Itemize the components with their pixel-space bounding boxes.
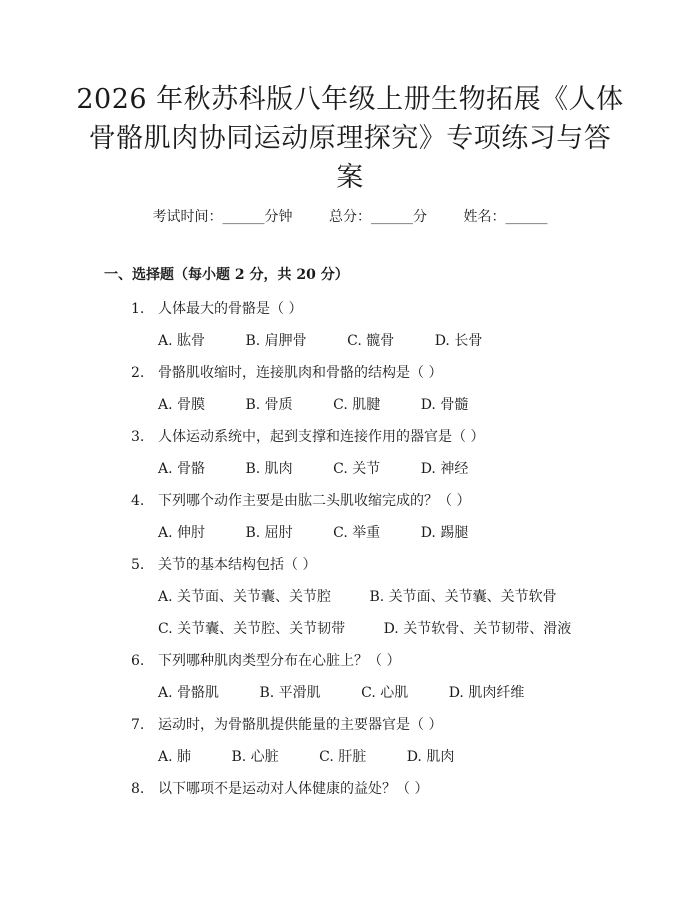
option-c: C. 肝脏 (319, 749, 367, 765)
option-c: C. 关节囊、关节腔、关节韧带 (158, 621, 346, 637)
question-text: 下列哪个动作主要是由肱二头肌收缩完成的？（ ） (158, 493, 471, 509)
option-b: B. 心脏 (231, 749, 279, 765)
option-d: D. 肌肉纤维 (448, 685, 525, 701)
question-number: 5. (131, 557, 145, 573)
option-c: C. 肌腱 (333, 397, 381, 413)
student-name-field: 姓名：______ (463, 209, 548, 225)
question-stem (131, 426, 484, 446)
option-a: A. 肱骨 (158, 333, 206, 349)
question-stem (131, 778, 428, 798)
option-c: C. 心肌 (361, 685, 409, 701)
title-line: 案 (336, 162, 364, 193)
option-b: B. 肌肉 (245, 461, 293, 477)
option-row (158, 458, 504, 478)
question-text: 骨骼肌收缩时，连接肌肉和骨骼的结构是（ ） (158, 365, 443, 381)
question-text: 关节的基本结构包括（ ） (158, 557, 317, 573)
title-line: 2026 年秋苏科版八年级上册生物拓展《人体 (76, 84, 624, 115)
option-b: B. 屈肘 (245, 525, 293, 541)
option-d: D. 长骨 (434, 333, 483, 349)
option-a: A. 肺 (158, 749, 192, 765)
question-stem (131, 298, 302, 318)
option-row (158, 746, 490, 766)
question-number: 2. (131, 365, 145, 381)
question-number: 6. (131, 653, 145, 669)
title-line: 骨骼肌肉协同运动原理探究》专项练习与答 (88, 123, 612, 154)
question-text: 下列哪种肌肉类型分布在心脏上？（ ） (158, 653, 401, 669)
question-number: 1. (131, 301, 145, 317)
section-heading: 一、选择题（每小题 2 分，共 20 分） (104, 267, 349, 283)
option-d: D. 踢腿 (420, 525, 469, 541)
total-score-field: 总分：______分 (329, 209, 427, 225)
option-d: D. 骨髓 (420, 397, 469, 413)
question-text: 人体运动系统中，起到支撑和连接作用的器官是（ ） (158, 429, 485, 445)
option-a: A. 骨骼肌 (158, 685, 220, 701)
question-number: 7. (131, 717, 145, 733)
option-row (158, 682, 560, 702)
question-stem (131, 362, 442, 382)
question-text: 运动时，为骨骼肌提供能量的主要器官是（ ） (158, 717, 443, 733)
option-d: D. 神经 (420, 461, 469, 477)
option-a: A. 关节面、关节囊、关节腔 (158, 589, 332, 605)
option-c: C. 髋骨 (347, 333, 395, 349)
option-c: C. 关节 (333, 461, 381, 477)
option-d: D. 肌肉 (406, 749, 455, 765)
option-a: A. 伸肘 (158, 525, 206, 541)
document-title (70, 80, 630, 197)
question-number: 3. (131, 429, 145, 445)
exam-time-field: 考试时间：______分钟 (152, 209, 293, 225)
question-text: 以下哪项不是运动对人体健康的益处？（ ） (158, 781, 429, 797)
option-a: A. 骨骼 (158, 461, 206, 477)
option-row (158, 586, 591, 606)
option-row (158, 330, 518, 350)
option-row (158, 394, 504, 414)
question-stem (131, 714, 442, 734)
option-row (158, 522, 504, 542)
question-number: 4. (131, 493, 145, 509)
question-number: 8. (131, 781, 145, 797)
question-stem (131, 554, 316, 574)
option-b: B. 骨质 (245, 397, 293, 413)
option-c: C. 举重 (333, 525, 381, 541)
option-row (158, 618, 605, 638)
option-b: B. 关节面、关节囊、关节软骨 (369, 589, 557, 605)
option-b: B. 平滑肌 (259, 685, 321, 701)
question-stem (131, 650, 400, 670)
option-b: B. 肩胛骨 (245, 333, 307, 349)
question-stem (131, 490, 470, 510)
exam-meta (0, 206, 700, 226)
option-a: A. 骨膜 (158, 397, 206, 413)
question-text: 人体最大的骨骼是（ ） (158, 301, 303, 317)
option-d: D. 关节软骨、关节韧带、滑液 (383, 621, 572, 637)
